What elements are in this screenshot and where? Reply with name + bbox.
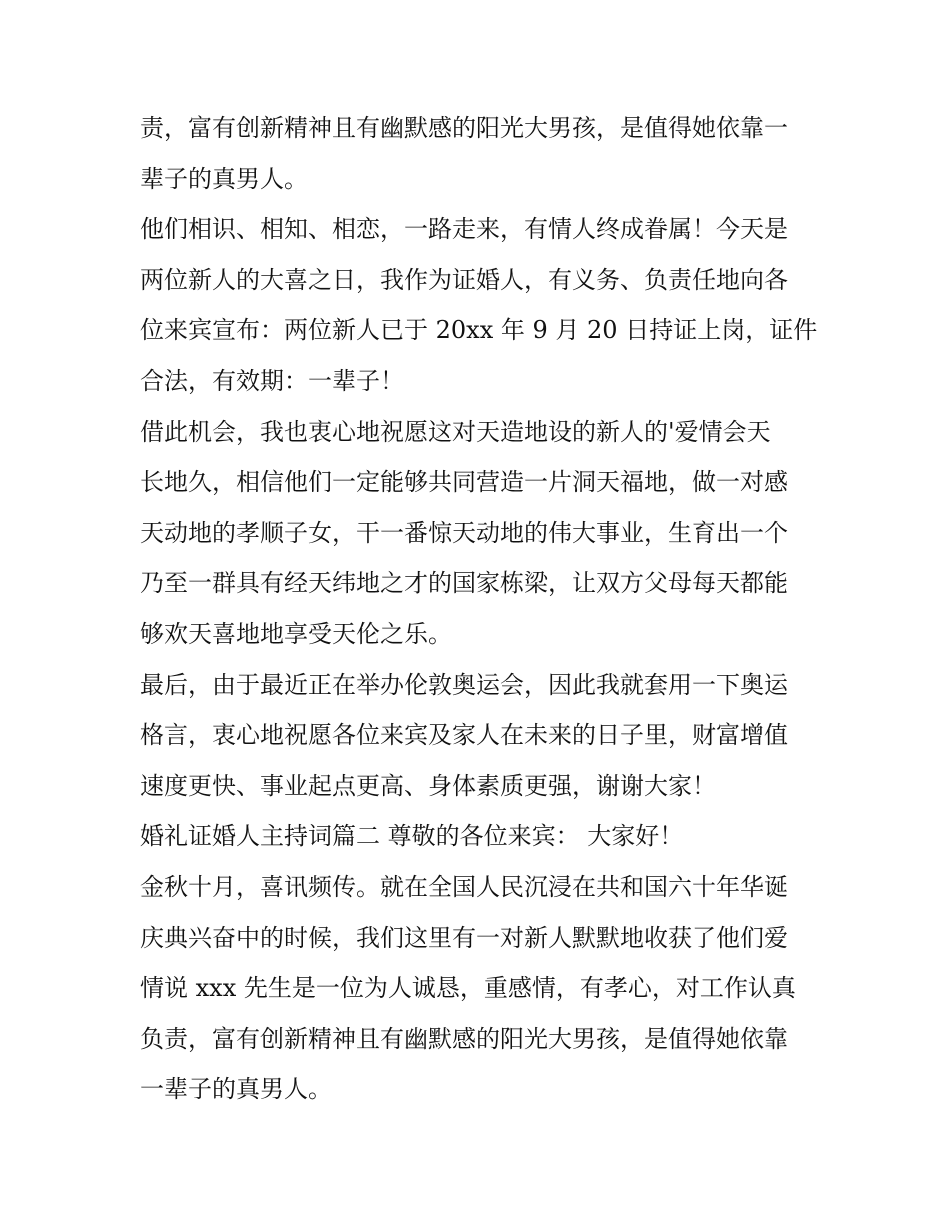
text-line: 合法，有效期：一辈子！ bbox=[140, 366, 404, 395]
text-line: 一辈子的真男人。 bbox=[140, 1075, 332, 1104]
text-line: 借此机会，我也衷心地祝愿这对天造地设的新人的'爱情会天 bbox=[140, 417, 771, 446]
text-line: 长地久，相信他们一定能够共同营造一片洞天福地，做一对感 bbox=[140, 468, 788, 497]
text-line: 最后，由于最近正在举办伦敦奥运会，因此我就套用一下奥运 bbox=[140, 670, 788, 699]
text-line: 责，富有创新精神且有幽默感的阳光大男孩，是值得她依靠一 bbox=[140, 114, 788, 142]
text-line: 金秋十月，喜讯频传。就在全国人民沉浸在共和国六十年华诞 bbox=[140, 872, 788, 901]
text-line: 负责，富有创新精神且有幽默感的阳光大男孩，是值得她依靠 bbox=[140, 1024, 788, 1053]
text-line: 速度更快、事业起点更高、身体素质更强，谢谢大家！ bbox=[140, 771, 716, 800]
section-heading-line: 婚礼证婚人主持词篇二 尊敬的各位来宾： 大家好！ bbox=[140, 822, 684, 851]
text-line: 他们相识、相知、相恋，一路走来，有情人终成眷属！今天是 bbox=[140, 215, 788, 244]
text-line: 格言，衷心地祝愿各位来宾及家人在未来的日子里，财富增值 bbox=[140, 721, 788, 750]
text-line: 乃至一群具有经天纬地之才的国家栋梁，让双方父母每天都能 bbox=[140, 569, 788, 598]
text-line: 够欢天喜地地享受天伦之乐。 bbox=[140, 619, 452, 648]
text-line: 天动地的孝顺子女，干一番惊天动地的伟大事业，生育出一个 bbox=[140, 518, 788, 547]
text-line: 辈子的真男人。 bbox=[140, 164, 308, 193]
text-line: 位来宾宣布：两位新人已于 20xx 年 9 月 20 日持证上岗，证件 bbox=[140, 316, 818, 345]
text-line: 情说 xxx 先生是一位为人诚恳，重感情，有孝心，对工作认真 bbox=[140, 974, 796, 1003]
text-line: 庆典兴奋中的时候，我们这里有一对新人默默地收获了他们爱 bbox=[140, 923, 788, 952]
document-body bbox=[140, 103, 820, 1115]
text-line: 两位新人的大喜之日，我作为证婚人，有义务、负责任地向各 bbox=[140, 265, 788, 294]
